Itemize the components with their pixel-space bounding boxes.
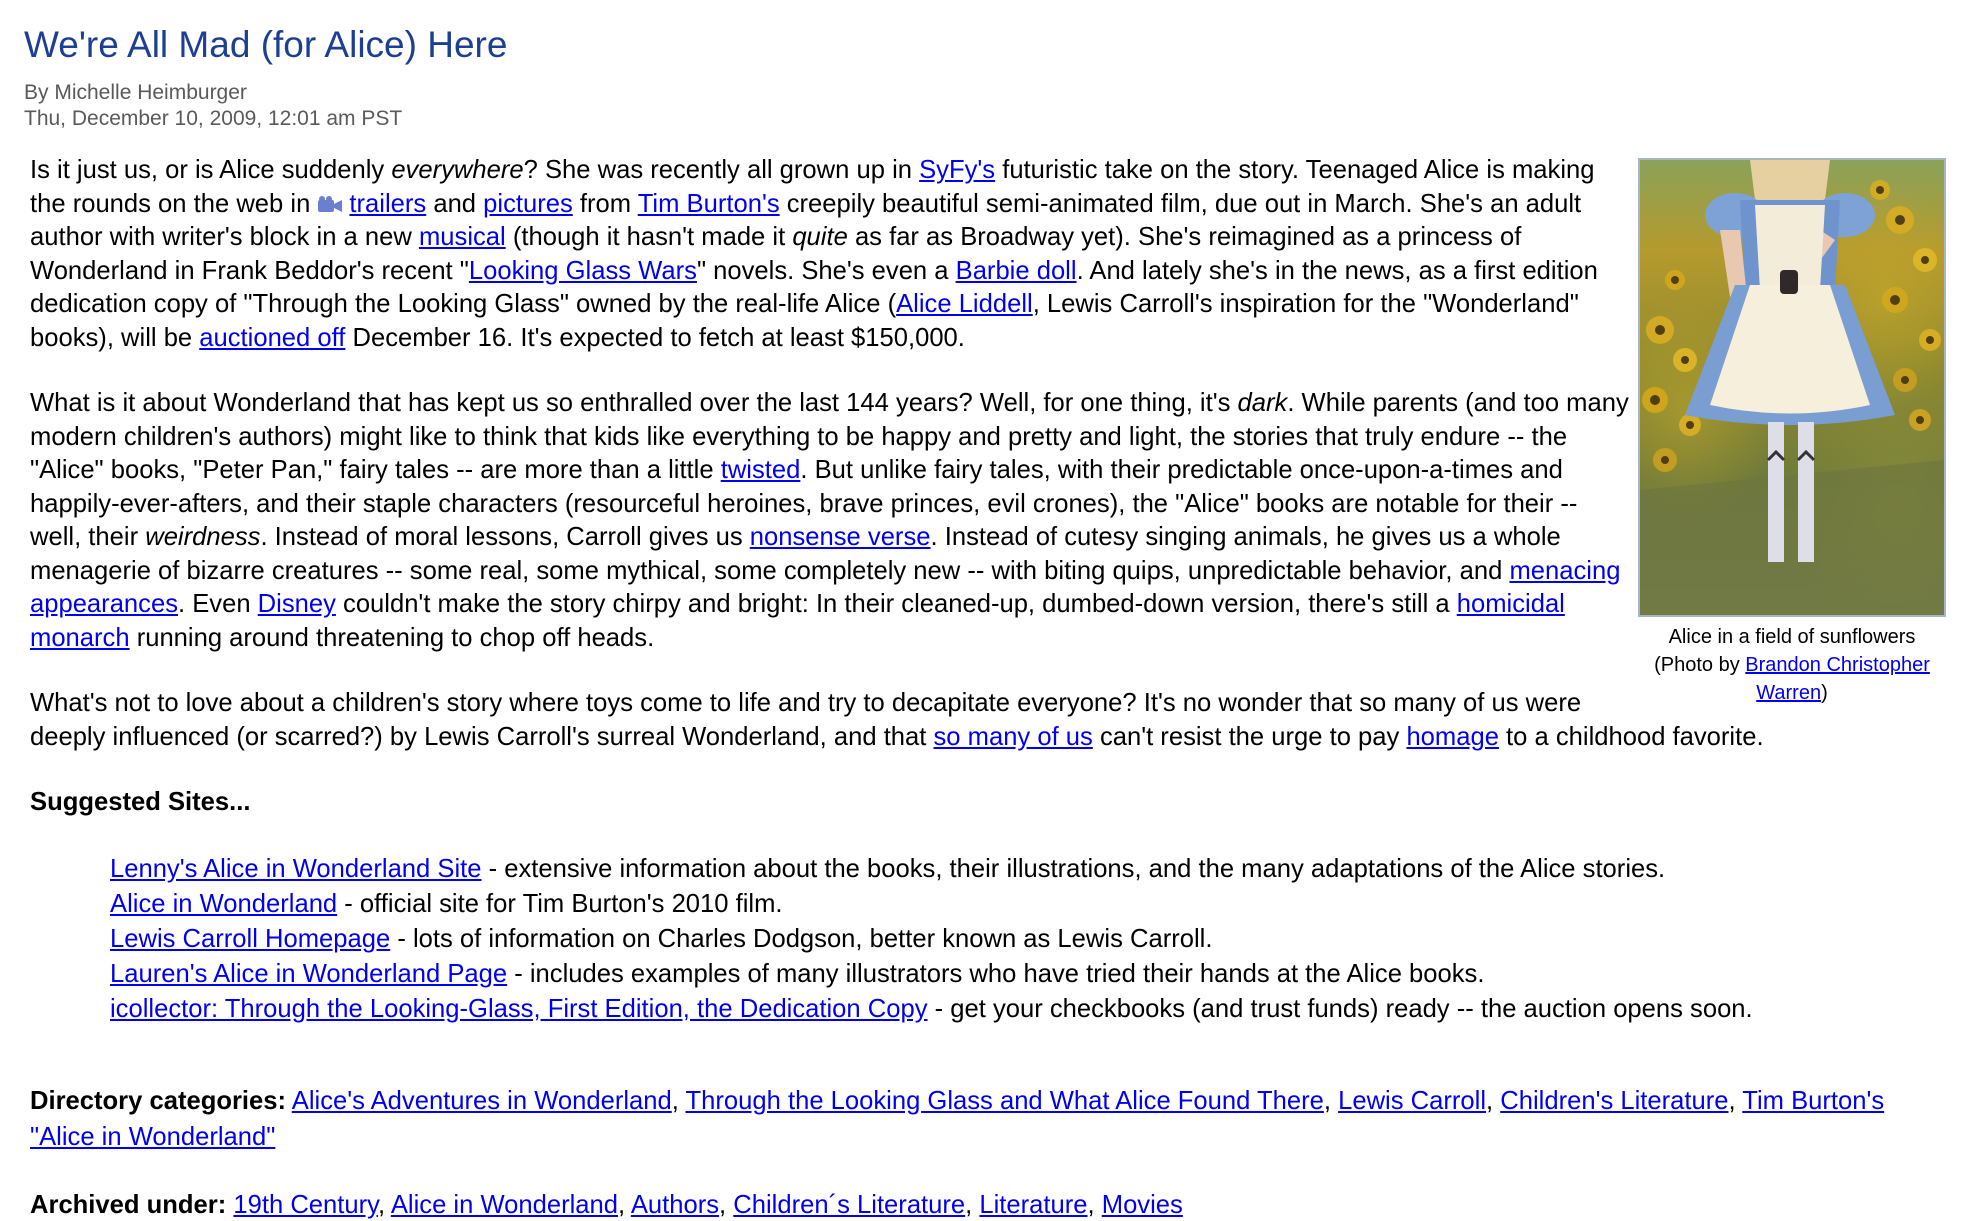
archive-link[interactable]: Children´s Literature bbox=[733, 1190, 966, 1219]
text-span: (though it hasn't made it bbox=[505, 223, 793, 251]
caption-text: Alice in a field of sunflowers bbox=[1668, 626, 1916, 648]
link-nonsense-verse[interactable]: nonsense verse bbox=[749, 523, 931, 551]
link-disney[interactable]: Disney bbox=[257, 590, 336, 618]
text-span: futuristic take on the story. Teenaged Alice is making the rounds on the web in bbox=[30, 156, 1595, 218]
category-link[interactable]: Through the Looking Glass and What Alice Found There bbox=[685, 1086, 1324, 1115]
text-span: . Even bbox=[178, 590, 258, 618]
suggested-site-desc: - lots of information on Charles Dodgson, better known as Lewis Carroll. bbox=[390, 924, 1213, 953]
text-span: ? She was recently all grown up in bbox=[523, 156, 920, 184]
alice-sunflowers-photo bbox=[1638, 158, 1946, 617]
suggested-site-link[interactable]: Lewis Carroll Homepage bbox=[110, 924, 391, 953]
category-link[interactable]: Alice's Adventures in Wonderland bbox=[291, 1086, 672, 1115]
suggested-sites-heading: Suggested Sites... bbox=[30, 788, 251, 816]
text-span: . But unlike fairy tales, with their predictable once-upon-a-times and happily-ever-afters, and their staple characters (resourceful heroines, brave princes, evil crones), the "Alice" books are notable for their -- well, their bbox=[30, 456, 1578, 551]
archive-link[interactable]: Literature bbox=[979, 1190, 1088, 1219]
text-span: What is it about Wonderland that has kept us so enthralled over the last 144 years? Well, for one thing, it's bbox=[30, 389, 1238, 417]
link-so-many-of-us[interactable]: so many of us bbox=[933, 722, 1093, 751]
text-span: to a childhood favorite. bbox=[1498, 722, 1764, 751]
archived-label: Archived under: bbox=[30, 1190, 227, 1219]
text-span: . Instead of moral lessons, Carroll gives us bbox=[260, 523, 750, 551]
text-span: as far as Broadway yet). She's reimagined as a princess of Wonderland in Frank Beddor's recent " bbox=[30, 223, 1522, 285]
text-span: . While parents (and too many modern children's authors) might like to think that kids like everything to be happy and pretty and light, the stories that truly endure -- the "Alice" books, "Peter Pan," fairy tales -- are more than a little bbox=[30, 389, 1629, 484]
archive-link[interactable]: Movies bbox=[1101, 1190, 1183, 1219]
article-body bbox=[30, 154, 1946, 1221]
text-span: creepily beautiful semi-animated film, due out in March. She's an adult author with writer's block in a new bbox=[30, 189, 1582, 251]
suggested-site-link[interactable]: Lauren's Alice in Wonderland Page bbox=[110, 959, 508, 988]
list-item bbox=[110, 887, 1946, 922]
link-tim-burtons[interactable]: Tim Burton's bbox=[637, 189, 780, 218]
author: By Michelle Heimburger bbox=[24, 81, 247, 104]
text-span: , Lewis Carroll's inspiration for the "Wonderland" books), will be bbox=[30, 290, 1579, 352]
link-homage[interactable]: homage bbox=[1406, 722, 1499, 751]
photo-illustration bbox=[1640, 160, 1944, 615]
text-span: Is it just us, or is Alice suddenly bbox=[30, 156, 392, 184]
category-link[interactable]: Children's Literature bbox=[1500, 1086, 1729, 1115]
list-item bbox=[110, 852, 1946, 887]
emphasis: weirdness bbox=[145, 523, 261, 551]
category-link[interactable]: Tim Burton's "Alice in Wonderland" bbox=[30, 1086, 1885, 1151]
link-syfy[interactable]: SyFy's bbox=[919, 156, 996, 184]
directory-label: Directory categories: bbox=[30, 1086, 287, 1115]
byline bbox=[24, 80, 402, 132]
link-twisted[interactable]: twisted bbox=[720, 456, 801, 484]
link-alice-liddell[interactable]: Alice Liddell bbox=[896, 290, 1033, 318]
text-span: and bbox=[426, 189, 484, 218]
text-span: . Instead of cutesy singing animals, he gives us a whole menagerie of bizarre creatures -- some real, some mythical, some completely new -- with biting quips, unpredictable behavior, and bbox=[30, 523, 1561, 585]
list-item bbox=[110, 957, 1946, 992]
archive-link[interactable]: Authors bbox=[630, 1190, 720, 1219]
text-span: . And lately she's in the news, as a first edition dedication copy of "Through the Looking Glass" owned by the real-life Alice ( bbox=[30, 256, 1598, 318]
photo-caption bbox=[1638, 623, 1946, 707]
archive-link[interactable]: 19th Century bbox=[233, 1190, 379, 1219]
text-span: running around threatening to chop off heads. bbox=[129, 623, 655, 652]
text-span: can't resist the urge to pay bbox=[1092, 722, 1407, 751]
text-span: " novels. She's even a bbox=[696, 256, 956, 285]
photographer-link[interactable]: Brandon Christopher Warren bbox=[1745, 654, 1930, 704]
link-pictures[interactable]: pictures bbox=[483, 189, 573, 218]
suggested-site-link[interactable]: Lenny's Alice in Wonderland Site bbox=[110, 854, 482, 883]
caption-credit-suffix: ) bbox=[1821, 682, 1828, 704]
directory-categories: Directory categories: Alice's Adventures in Wonderland, Through the Looking Glass and What Alice Found There, Lewis Carroll, Children's Literature, Tim Burton's "Alice in Wonderland" bbox=[30, 1086, 1885, 1151]
suggested-site-link[interactable]: icollector: Through the Looking-Glass, First Edition, the Dedication Copy bbox=[110, 994, 928, 1023]
link-homicidal-monarch[interactable]: homicidal monarch bbox=[30, 590, 1565, 652]
link-trailers[interactable]: trailers bbox=[349, 189, 427, 218]
text-span: December 16. It's expected to fetch at least $150,000. bbox=[345, 323, 965, 352]
list-item bbox=[110, 922, 1946, 957]
suggested-site-desc: - extensive information about the books, their illustrations, and the many adaptations of the Alice stories. bbox=[481, 854, 1666, 883]
photo-figure bbox=[1638, 158, 1946, 707]
text-span: couldn't make the story chirpy and bright: In their cleaned-up, dumbed-down version, there's still a bbox=[335, 590, 1457, 618]
article-title: We're All Mad (for Alice) Here bbox=[24, 24, 508, 65]
suggested-site-link[interactable]: Alice in Wonderland bbox=[110, 889, 338, 918]
link-barbie-doll[interactable]: Barbie doll bbox=[955, 256, 1077, 285]
video-camera-icon bbox=[317, 196, 343, 214]
link-musical[interactable]: musical bbox=[418, 223, 506, 251]
archive-link[interactable]: Alice in Wonderland bbox=[390, 1190, 619, 1219]
publish-date: Thu, December 10, 2009, 12:01 am PST bbox=[24, 107, 403, 130]
emphasis: everywhere bbox=[391, 156, 524, 184]
emphasis: dark bbox=[1237, 389, 1288, 417]
caption-credit-prefix: (Photo by bbox=[1654, 654, 1746, 676]
text-span: What's not to love about a children's story where toys come to life and try to decapitate everyone? It's no wonder that so many of us were deeply influenced (or scarred?) by Lewis Carroll's surreal Wonderland, and that bbox=[30, 689, 1582, 751]
category-link[interactable]: Lewis Carroll bbox=[1338, 1086, 1487, 1115]
suggested-site-desc: - includes examples of many illustrators who have tried their hands at the Alice books. bbox=[507, 959, 1485, 988]
suggested-sites-list bbox=[110, 852, 1946, 1027]
suggested-site-desc: - get your checkbooks (and trust funds) ready -- the auction opens soon. bbox=[927, 994, 1753, 1023]
emphasis: quite bbox=[792, 223, 848, 251]
link-auctioned-off[interactable]: auctioned off bbox=[199, 323, 346, 352]
link-menacing-appearances[interactable]: menacing appearances bbox=[30, 556, 1621, 618]
suggested-site-desc: - official site for Tim Burton's 2010 film. bbox=[337, 889, 783, 918]
text-span: from bbox=[572, 189, 638, 218]
archived-under: Archived under: 19th Century, Alice in Wonderland, Authors, Children´s Literature, Literature, Movies bbox=[30, 1190, 1183, 1219]
link-looking-glass-wars[interactable]: Looking Glass Wars bbox=[468, 256, 697, 285]
list-item bbox=[110, 992, 1946, 1027]
